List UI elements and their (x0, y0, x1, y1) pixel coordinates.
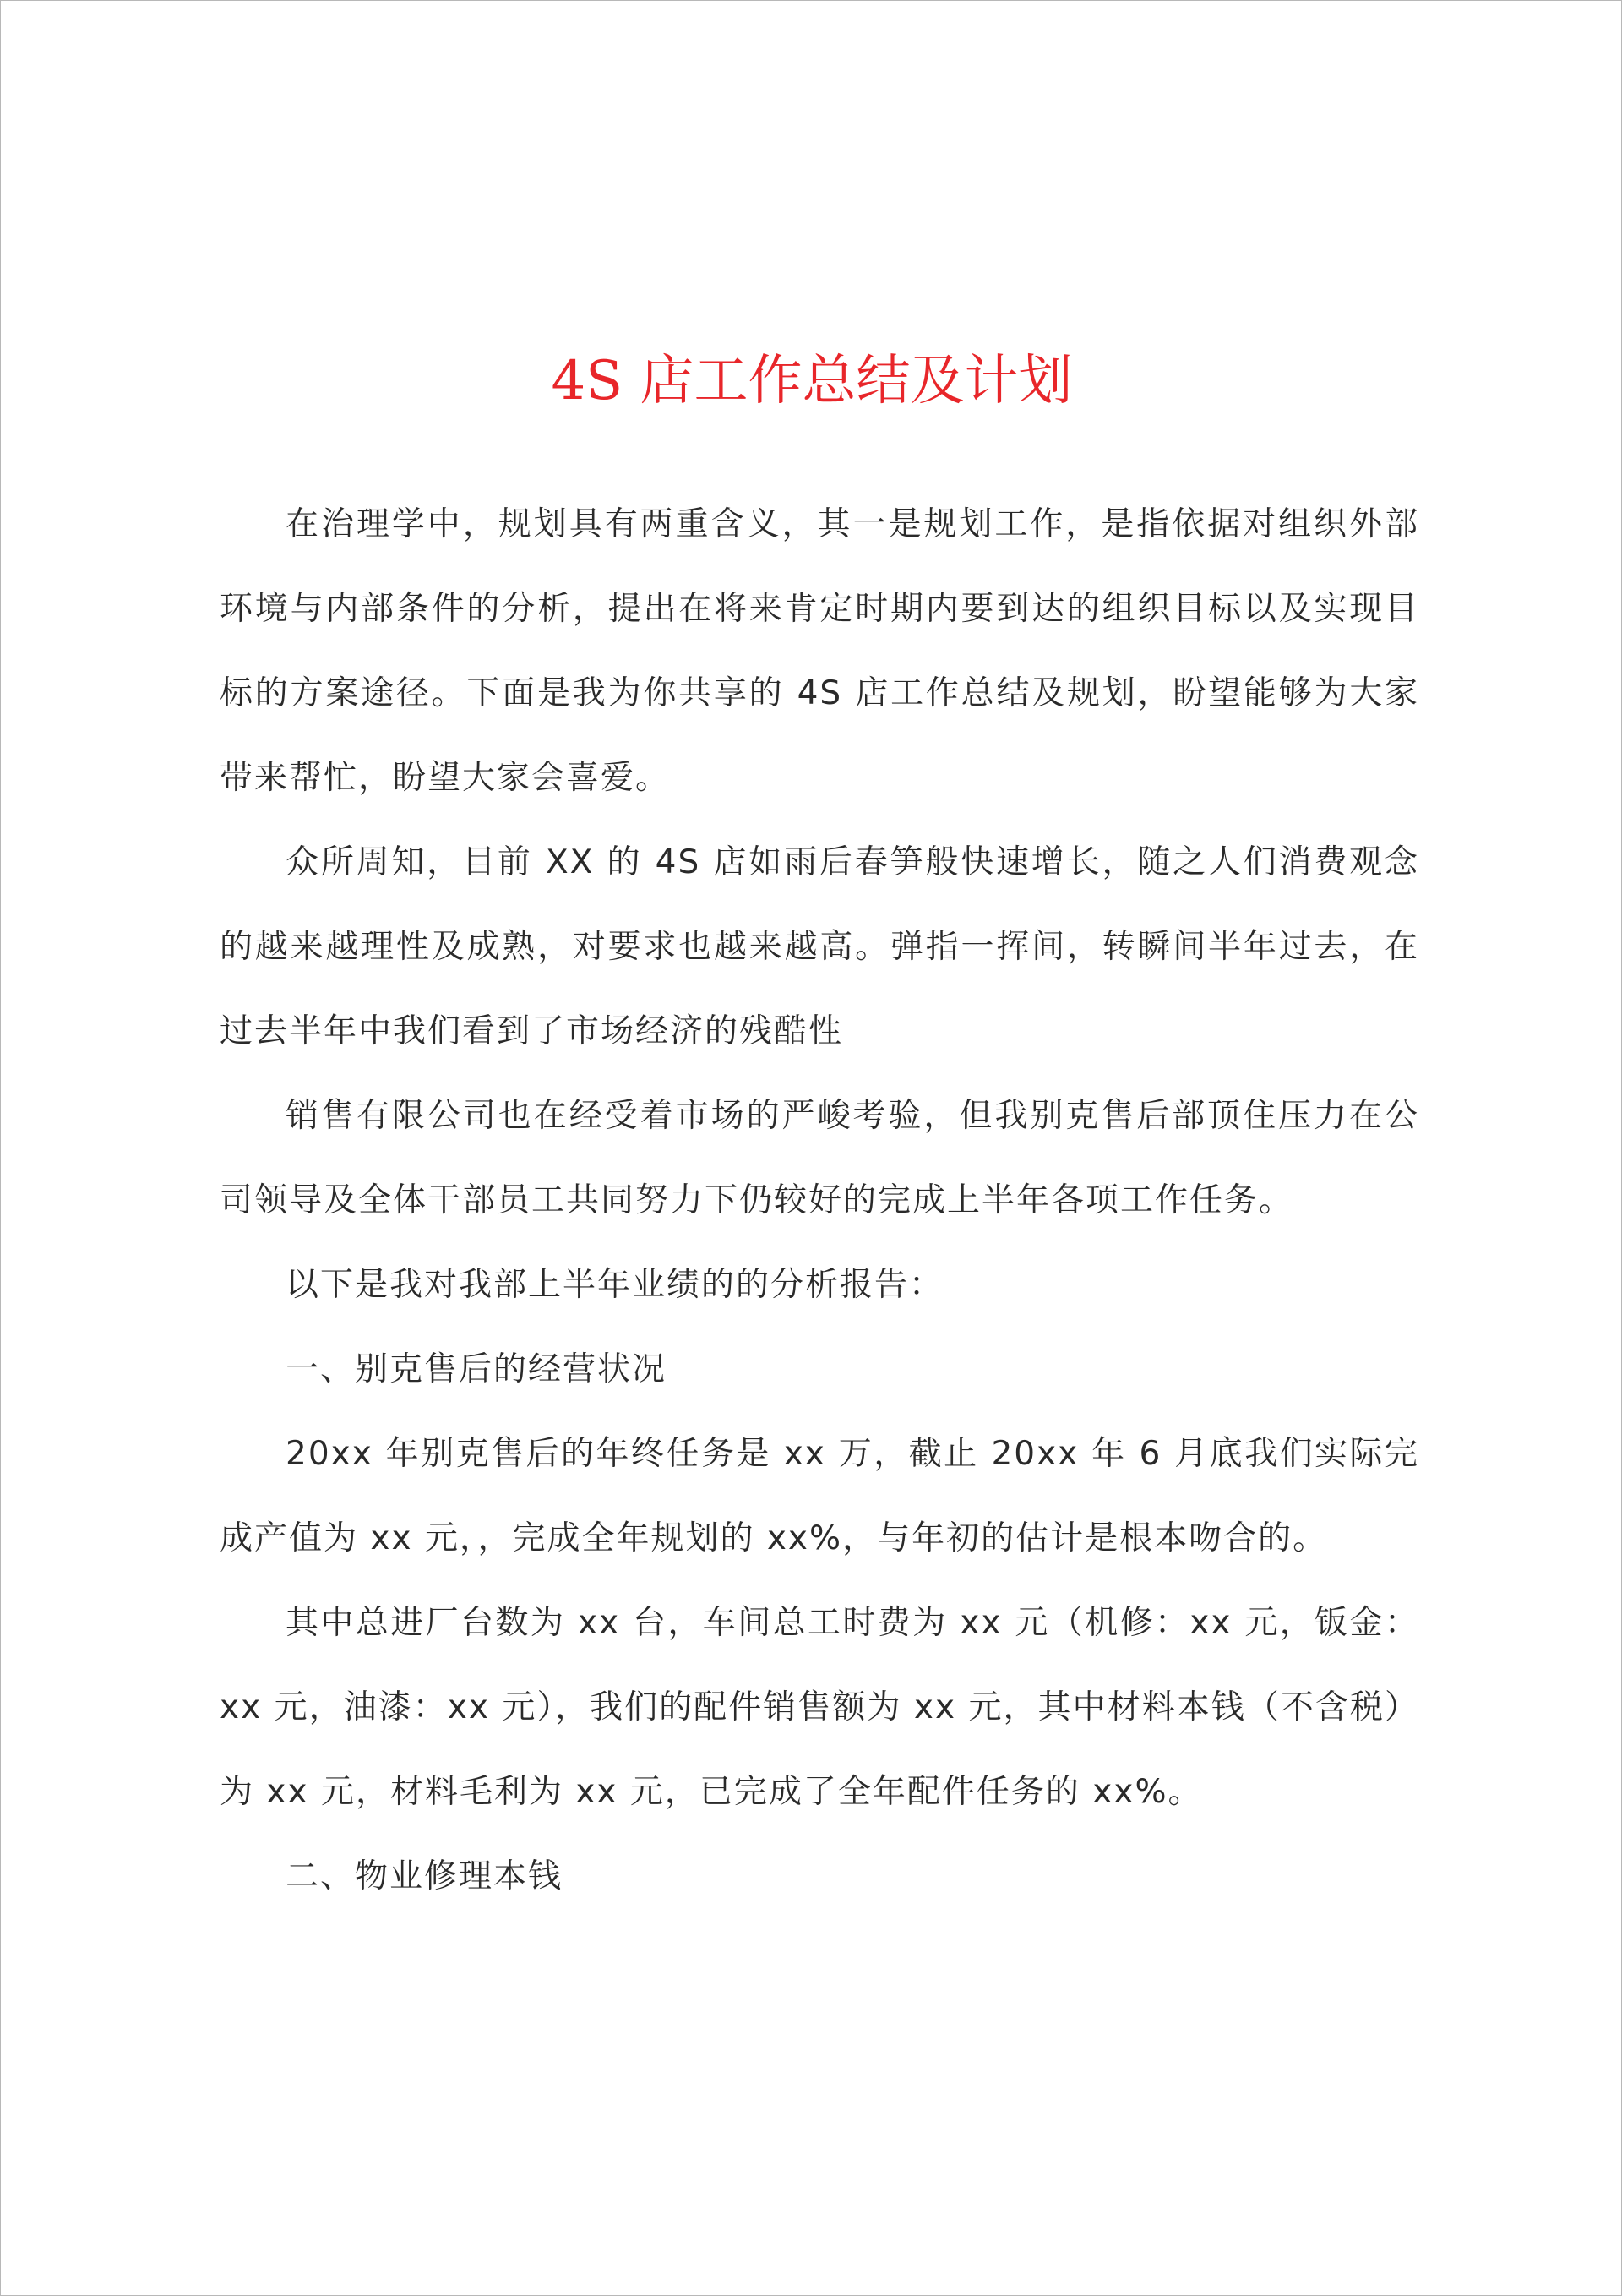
section-heading-2: 二、物业修理本钱 (286, 1857, 563, 1895)
paragraph-company: 销售有限公司也在经受着市场的严峻考验，但我别克售后部顶住压力在公司领导及全体干部员工共同努力下仍较好的完成上半年各项工作任务。 (220, 1097, 1419, 1219)
paragraph-annual-task: 20xx 年别克售后的年终任务是 xx 万，截止 20xx 年 6 月底我们实际完成产值为 xx 元，，完成全年规划的 xx%，与年初的估计是根本吻合的。 (220, 1435, 1419, 1557)
section-heading-1: 一、别克售后的经营状况 (286, 1350, 667, 1388)
document-title: 4S 店工作总结及计划 (551, 350, 1073, 412)
paragraph-report-intro: 以下是我对我部上半年业绩的的分析报告： (286, 1266, 944, 1304)
document-body (220, 483, 1419, 1919)
paragraph-intro: 在治理学中，规划具有两重含义，其一是规划工作，是指依据对组织外部环境与内部条件的分析，提出在将来肯定时期内要到达的组织目标以及实现目标的方案途径。下面是我为你共享的 4S 店工作总结及规划，盼望能够为大家带来帮忙，盼望大家会喜爱。 (220, 505, 1419, 797)
paragraph-background: 众所周知，目前 XX 的 4S 店如雨后春笋般快速增长，随之人们消费观念的越来越理性及成熟，对要求也越来越高。弹指一挥间，转瞬间半年过去，在过去半年中我们看到了市场经济的残酷性 (220, 843, 1419, 1050)
paragraph-details: 其中总进厂台数为 xx 台，车间总工时费为 xx 元（机修：xx 元，钣金：xx 元，油漆：xx 元），我们的配件销售额为 xx 元，其中材料本钱（不含税）为 xx 元，材料毛利为 xx 元，已完成了全年配件任务的 xx%。 (220, 1604, 1419, 1811)
